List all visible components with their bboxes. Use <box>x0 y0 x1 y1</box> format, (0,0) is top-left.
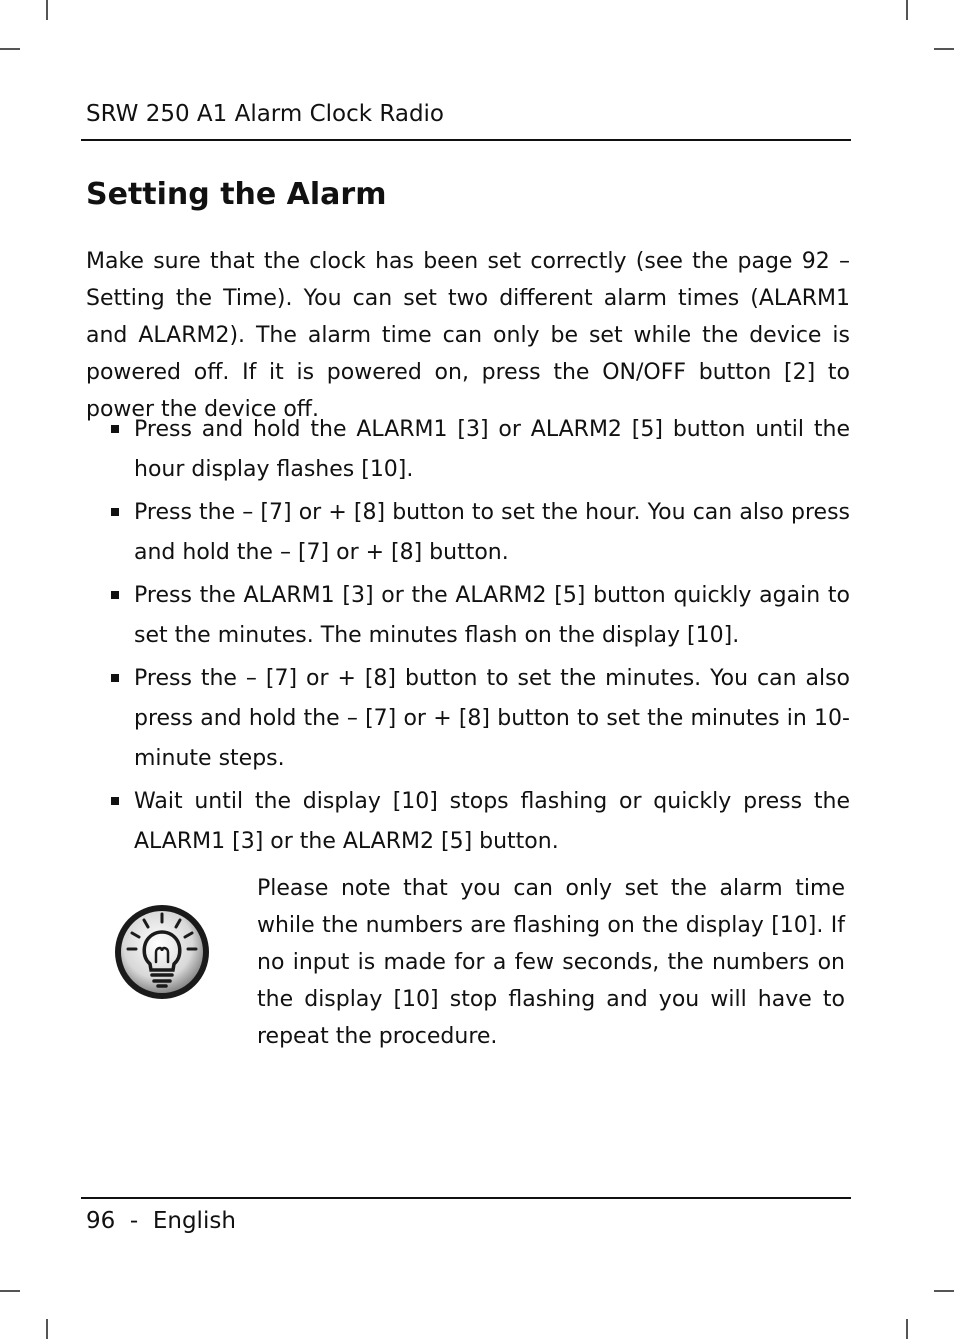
list-item <box>86 576 850 656</box>
list-item <box>86 782 850 862</box>
bullet-icon <box>111 797 119 805</box>
step-text: Press the ALARM1 [3] or the ALARM2 [5] button quickly again to set the minutes. The minutes flash on the display [10]. <box>134 583 850 648</box>
list-item <box>86 410 850 490</box>
crop-mark <box>46 0 48 20</box>
running-header: SRW 250 A1 Alarm Clock Radio <box>86 101 445 127</box>
step-text: Press the – [7] or + [8] button to set the hour. You can also press and hold the – [7] or + [8] button. <box>134 500 850 565</box>
intro-paragraph: Make sure that the clock has been set correctly (see the page 92 – Setting the Time). You can set two different alarm times (ALARM1 and ALARM2). The alarm time can only be set while the device is powered off. If it is powered on, press the ON/OFF button [2] to power the device off. <box>86 249 850 422</box>
list-item <box>86 659 850 779</box>
section-title: Setting the Alarm <box>86 177 387 212</box>
bullet-icon <box>111 674 119 682</box>
step-text: Press and hold the ALARM1 [3] or ALARM2 [5] button until the hour display flashes [10]. <box>134 417 850 482</box>
crop-mark <box>906 1319 908 1339</box>
header-rule <box>81 139 851 141</box>
footer-separator: - <box>129 1208 139 1234</box>
lightbulb-icon <box>112 902 212 1002</box>
bullet-icon <box>111 591 119 599</box>
crop-mark <box>906 0 908 20</box>
page-footer <box>86 1205 236 1237</box>
crop-mark <box>934 48 954 50</box>
bullet-icon <box>111 425 119 433</box>
crop-mark <box>0 48 20 50</box>
list-item <box>86 493 850 573</box>
steps-list <box>86 410 850 865</box>
page-number: 96 <box>86 1208 116 1234</box>
crop-mark <box>934 1290 954 1292</box>
crop-mark <box>0 1290 20 1292</box>
crop-mark <box>46 1319 48 1339</box>
note-text: Please note that you can only set the alarm time while the numbers are flashing on the display [10]. If no input is made for a few seconds, the numbers on the display [10] stop flashing and you will have to repeat the procedure. <box>257 876 845 1049</box>
step-text: Press the – [7] or + [8] button to set the minutes. You can also press and hold the – [7] or + [8] button to set the minutes in 10-minute steps. <box>134 666 850 771</box>
footer-language: English <box>152 1208 236 1234</box>
bullet-icon <box>111 508 119 516</box>
step-text: Wait until the display [10] stops flashing or quickly press the ALARM1 [3] or the ALARM2 [5] button. <box>134 789 850 854</box>
footer-rule <box>81 1197 851 1199</box>
